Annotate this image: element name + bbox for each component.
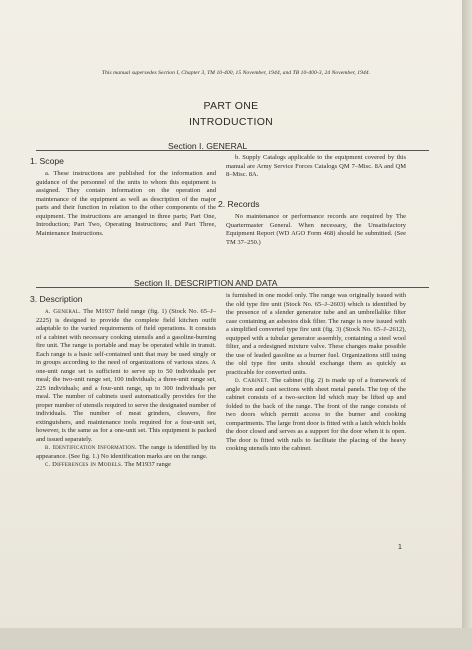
section-2-rule: [36, 287, 429, 288]
identification-paragraph: [36, 444, 216, 461]
description-right-column: [226, 292, 406, 454]
part-subtitle: INTRODUCTION: [188, 116, 274, 128]
page-number: 1: [398, 544, 402, 551]
cabinet-text: The cabinet (fig. 2) is made up of a framework of angle iron and cast sections with sheet metal panels. The top of the cabinet consists of a two-section lid which may be lifted up and folded to the back of the range. The front of the range consists of two doors which permit access to the burner and cooking compartments. The large front door is fitted with a latch which holds the door closed and serves as a support for the door when it is open. The door is fitted with rails to facilitate the placing of the heavy cooking utensils into the cabinet.: [226, 377, 406, 452]
differences-continued: is furnished in one model only. The range was originally issued with the old type fire unit (Stock No. 65–J–2603) which is identified by the presence of a slender generator tube and an umbrellalike filter case containing an asbestos disk filter. The range is now issued with a simplified converted type fire unit (fig. 3) (Stock No. 65–J–2612), equipped with a tubular generator assembly, containing a steel wool filter, and a redesigned mixture valve. These changes make possible the use of leaded gasoline as a burner fuel. Organizations still using the old type fire units should exchange them as quickly as practicable for converted units.: [226, 292, 406, 376]
scope-column: [36, 170, 216, 238]
cabinet-label: d. Cabinet.: [235, 377, 269, 384]
description-left-column: [36, 308, 216, 470]
section-1-heading: Section I. GENERAL: [168, 141, 248, 151]
part-title: [0, 98, 462, 130]
scope-heading: 1. Scope: [30, 156, 64, 166]
page-edge-shadow: [462, 0, 472, 650]
scope-paragraph-a: a. These instructions are published for the information and guidance of the personnel of the units to whom this equipment is assigned. They contain information on the operation and maintenance of the equipment as well as description of the major parts and their function in relation to the other components of the equipment. The instructions are arranged in three parts; Part One, Introduction; Part Two, Operating Instructions; and Part Three, Maintenance Instructions.: [36, 170, 216, 237]
section-1-rule: [36, 150, 429, 151]
general-paragraph: [36, 308, 216, 444]
records-heading: 2. Records: [218, 199, 260, 209]
description-heading: 3. Description: [30, 294, 83, 304]
records-paragraph: No maintenance or performance records are required by The Quartermaster General. When necessary, the Unsatisfactory Equipment Report (WD AGO Form 468) should be submitted. (See TM 37–250.): [226, 213, 406, 246]
section-2-heading: Section II. DESCRIPTION AND DATA: [134, 278, 278, 288]
scope-paragraph-b: b. Supply Catalogs applicable to the equipment covered by this manual are Army Service Forces Catalogs QM 7–Misc. 8A and QM 8–Misc. 8A.: [226, 154, 406, 178]
general-label: a. General.: [45, 308, 81, 315]
differences-label: c. Differences in Models.: [45, 461, 123, 468]
identification-text: The range is identified by its appearance. (See fig. 1.) No identification marks are on the range.: [36, 444, 217, 460]
differences-text: The M1937 range: [122, 461, 171, 468]
general-text: The M1937 field range (fig. 1) (Stock No. 65–J–2225) is designed to provide the complete field kitchen outfit adaptable to the varied requirements of field operations. It consists of a cabinet with necessary cooking utensils and a gasoline-burning fire unit. The range is portable and may be operated while in transit. Each range is a basic self-contained unit that may be used singly or in groups according to the need of organizations of various sizes. A one-unit range set is sufficient to serve up to 50 individuals per meal; the two-unit range set, 100 individuals; a three-unit range set, 225 individuals; and a four-unit range, up to 300 individuals per meal. The number of cabinets used automatically provides for the proper number of utensils required to serve the designated number of individuals. The number of meat grinders, cleavers, fire extinguishers, and maintenance tools required for a four-unit set, however, is the same as for a one-unit set. This equipment is packed and issued separately.: [36, 308, 216, 443]
part-number: PART ONE: [203, 100, 259, 112]
differences-paragraph: [36, 461, 216, 470]
scanner-bed: [0, 628, 472, 650]
records-column: [226, 213, 406, 247]
cabinet-paragraph: [226, 377, 406, 454]
supersedes-note: This manual supersedes Section I, Chapter 3, TM 10-400, 15 November, 1944, and TB 10-400-3, 24 November, 1944.: [101, 70, 371, 76]
identification-label: b. Identification Information.: [45, 444, 137, 451]
scope-b-column: [226, 154, 406, 180]
